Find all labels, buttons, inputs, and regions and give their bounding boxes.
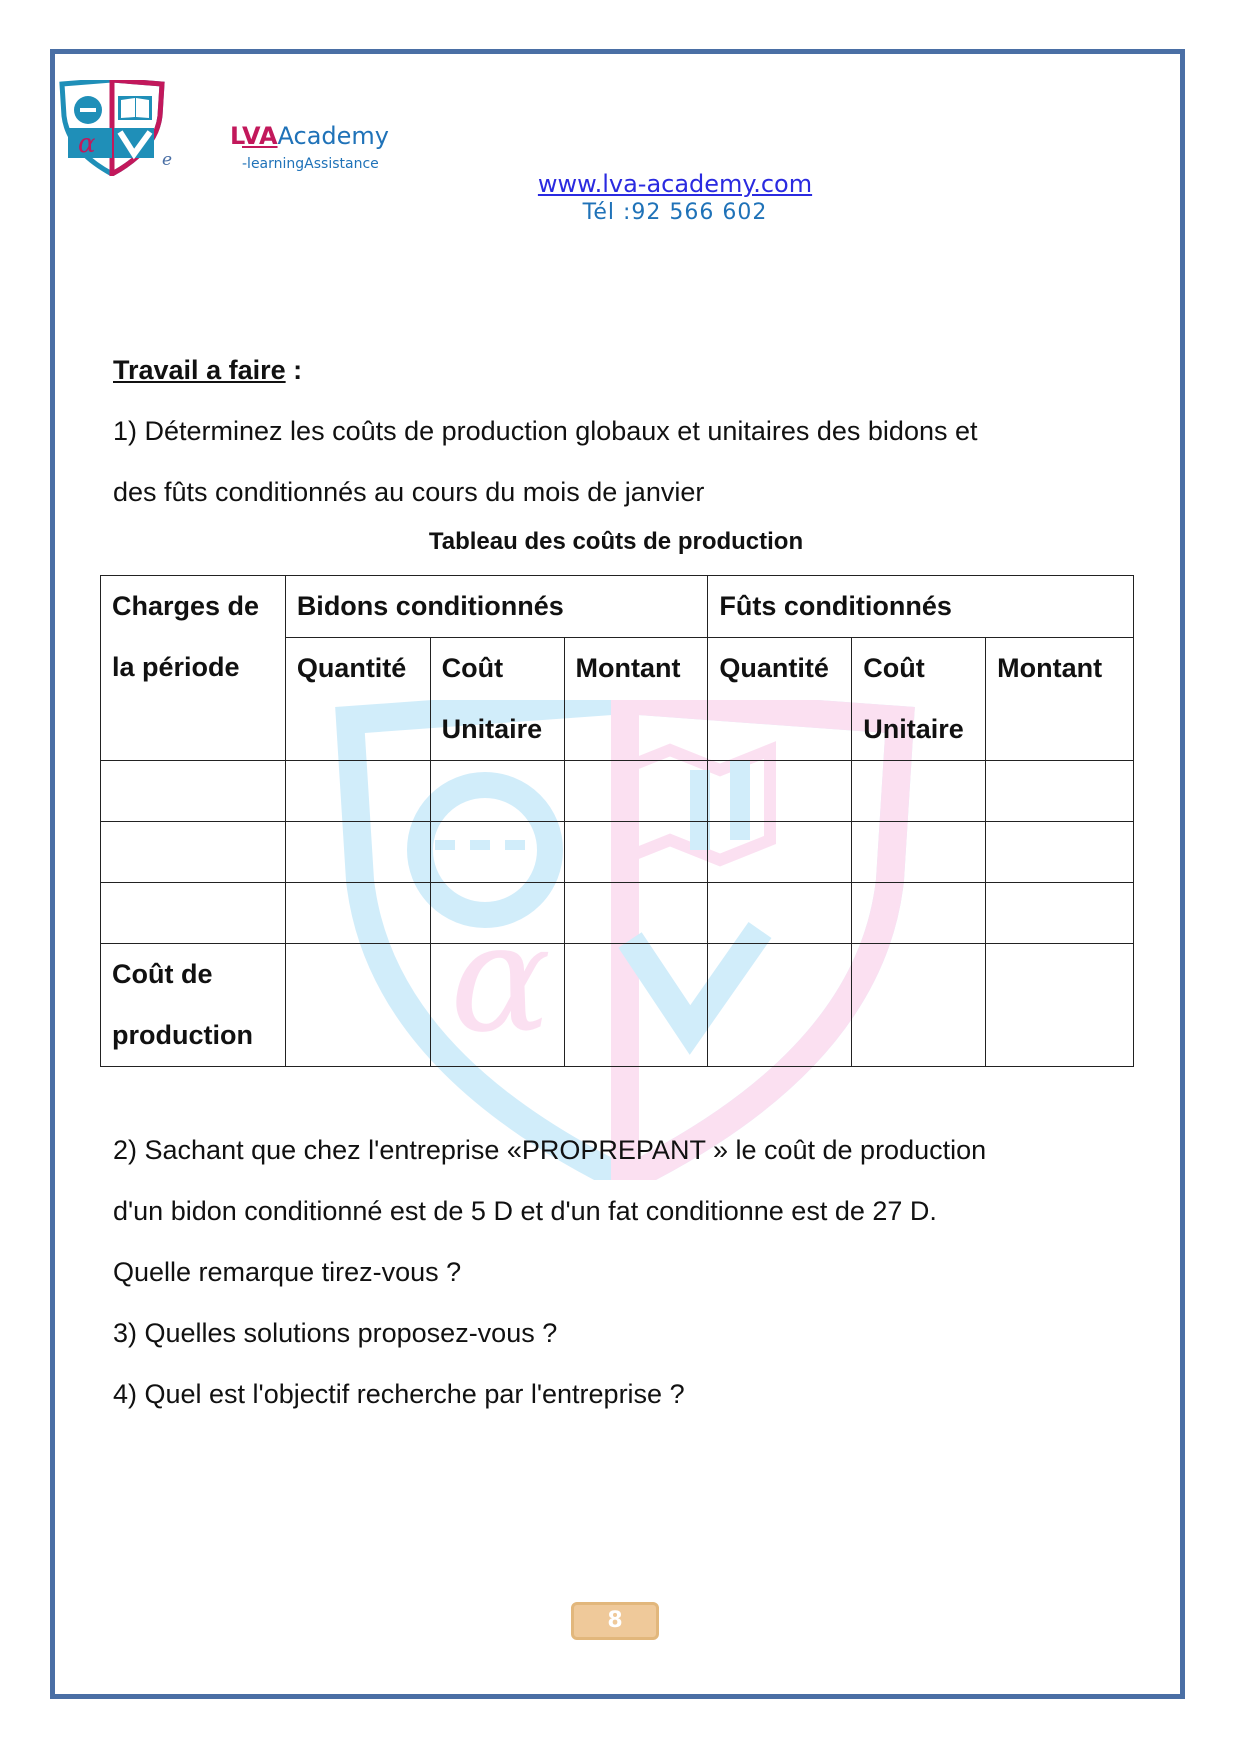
table-cell bbox=[430, 761, 564, 822]
question-1-line-1: 1) Déterminez les coûts de production globaux et unitaires des bidons et bbox=[113, 416, 978, 446]
svg-text:α: α bbox=[78, 129, 96, 159]
header-futs: Fûts conditionnés bbox=[708, 576, 1134, 638]
header-bidons-montant: Montant bbox=[564, 638, 708, 761]
table-cell bbox=[285, 944, 430, 1067]
header-bidons: Bidons conditionnés bbox=[285, 576, 708, 638]
page-number: 8 bbox=[571, 1602, 659, 1640]
question-3: 3) Quelles solutions proposez-vous ? bbox=[113, 1318, 558, 1348]
logo-letter: e bbox=[162, 150, 173, 170]
table-cell bbox=[708, 944, 852, 1067]
table-cell bbox=[564, 944, 708, 1067]
table-cell bbox=[101, 761, 286, 822]
table-cell bbox=[986, 883, 1134, 944]
table-cell bbox=[708, 761, 852, 822]
header-bidons-cout-unitaire: Coût Unitaire bbox=[430, 638, 564, 761]
question-1-line-2: des fûts conditionnés au cours du mois de janvier bbox=[113, 477, 705, 507]
table-cell bbox=[564, 761, 708, 822]
production-cost-table bbox=[100, 575, 1134, 1067]
table-cell bbox=[564, 883, 708, 944]
table-cell bbox=[101, 883, 286, 944]
table-cell bbox=[430, 944, 564, 1067]
website-link[interactable]: www.lva-academy.com bbox=[537, 170, 813, 198]
header-futs-montant: Montant bbox=[986, 638, 1134, 761]
phone-number: Tél :92 566 602 bbox=[582, 200, 768, 225]
table-cell bbox=[285, 761, 430, 822]
questions bbox=[113, 1120, 1153, 1425]
table-cell bbox=[986, 761, 1134, 822]
table-cell bbox=[852, 761, 986, 822]
table-cell bbox=[430, 822, 564, 883]
table-cell bbox=[708, 822, 852, 883]
question-2-line-1: 2) Sachant que chez l'entreprise «PROPREPANT » le coût de production bbox=[113, 1135, 987, 1165]
header-futs-cout-unitaire: Coût Unitaire bbox=[852, 638, 986, 761]
table-cell bbox=[852, 822, 986, 883]
brand-subtitle: -learningAssistance bbox=[242, 156, 379, 172]
table-title: Tableau des coûts de production bbox=[428, 528, 804, 555]
question-2-line-3: Quelle remarque tirez-vous ? bbox=[113, 1257, 462, 1287]
table-cell bbox=[285, 822, 430, 883]
question-2-line-2: d'un bidon conditionné est de 5 D et d'un fat conditionne est de 27 D. bbox=[113, 1196, 937, 1226]
table-row bbox=[101, 883, 1134, 944]
section-heading: Travail a faire : bbox=[113, 355, 303, 385]
row-label-cout-production: Coût de production bbox=[101, 944, 286, 1067]
header-charges: Charges de la période bbox=[101, 576, 286, 761]
table-cell bbox=[101, 822, 286, 883]
table-total-row bbox=[101, 944, 1134, 1067]
table-row bbox=[101, 822, 1134, 883]
header-bidons-quantite: Quantité bbox=[285, 638, 430, 761]
table-cell bbox=[430, 883, 564, 944]
table-cell bbox=[852, 883, 986, 944]
brand-name: LVAAcademy bbox=[230, 122, 390, 150]
header-futs-quantite: Quantité bbox=[708, 638, 852, 761]
question-4: 4) Quel est l'objectif recherche par l'entreprise ? bbox=[113, 1379, 685, 1409]
table-cell bbox=[986, 822, 1134, 883]
table-cell bbox=[852, 944, 986, 1067]
svg-text:α: α bbox=[450, 892, 552, 1066]
table-cell bbox=[564, 822, 708, 883]
table-cell bbox=[708, 883, 852, 944]
table-cell bbox=[986, 944, 1134, 1067]
contact-block bbox=[530, 170, 820, 225]
table-cell bbox=[285, 883, 430, 944]
table-header-row bbox=[101, 576, 1134, 638]
table-row bbox=[101, 761, 1134, 822]
lva-logo-icon bbox=[58, 80, 166, 176]
instructions bbox=[113, 340, 1133, 523]
